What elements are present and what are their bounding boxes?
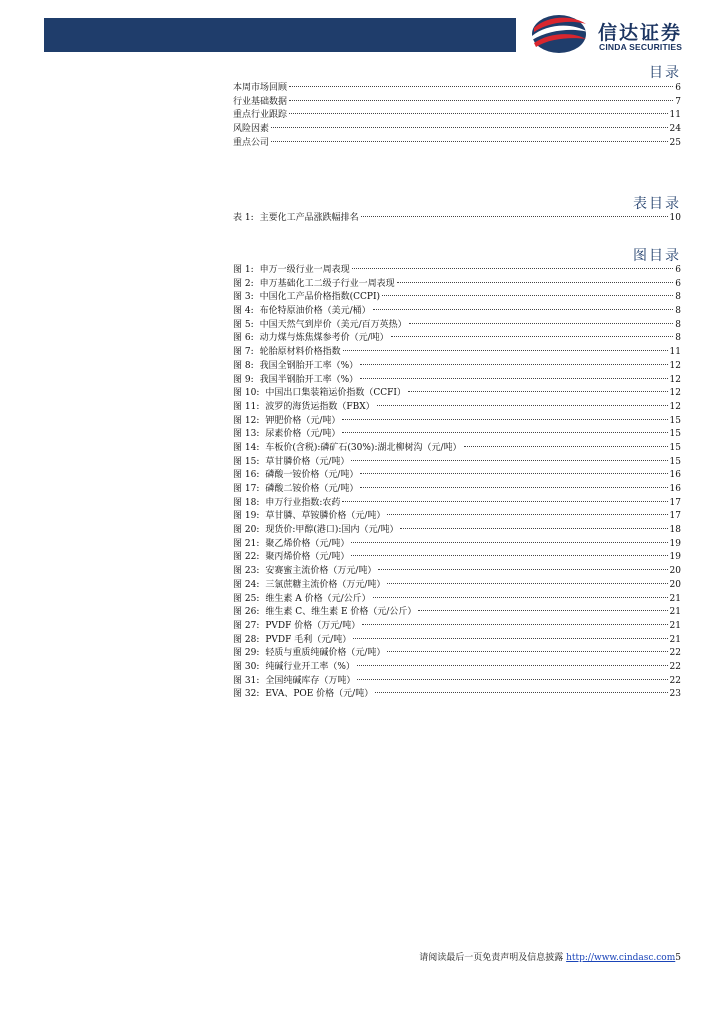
dot-leader: [271, 127, 668, 128]
figure-entry[interactable]: [233, 360, 681, 374]
figure-entry-number: 图 26:: [233, 607, 260, 618]
figure-entry-number: 图 12:: [233, 415, 260, 426]
dot-leader: [464, 446, 668, 447]
figure-entry[interactable]: [233, 483, 681, 497]
figure-entry-page: 22: [669, 675, 681, 686]
dot-leader: [382, 295, 673, 296]
dot-leader: [373, 597, 668, 598]
dot-leader: [387, 651, 667, 652]
contents-entry-page: 11: [669, 110, 681, 121]
dot-leader: [400, 528, 667, 529]
table-entry-number: 表 1:: [233, 213, 254, 223]
contents-entry-label: [233, 109, 287, 123]
figure-entry[interactable]: [233, 305, 681, 319]
figure-entry-label: [233, 675, 355, 689]
figure-entry-number: 图 32:: [233, 689, 260, 700]
dot-leader: [289, 100, 673, 101]
figure-entry-label: [233, 401, 375, 415]
figure-entry[interactable]: [233, 374, 681, 388]
figure-entry-page: 20: [669, 579, 681, 590]
figure-entry[interactable]: [233, 264, 681, 278]
figure-entry-number: 图 25:: [233, 593, 260, 604]
figure-entry[interactable]: [233, 469, 681, 483]
figure-entry-number: 图 28:: [233, 634, 260, 645]
company-logo: [528, 12, 708, 56]
figure-entry-label: [233, 305, 371, 319]
figure-entry-label: [233, 360, 358, 374]
figure-entry-label: [233, 387, 406, 401]
figure-entry-number: 图 21:: [233, 538, 260, 549]
figure-entry-label: [233, 551, 349, 565]
figure-entry-label: [233, 538, 349, 552]
figure-entry-number: 图 8:: [233, 360, 254, 371]
dot-leader: [360, 473, 667, 474]
contents-entry-label: [233, 137, 269, 151]
figure-entry-text: 磷酸一铵价格（元/吨）: [265, 470, 359, 481]
figure-entry-label: [233, 332, 389, 346]
figure-entry-number: 图 5:: [233, 319, 254, 330]
figure-entry-label: [233, 291, 380, 305]
figure-entry-page: 12: [669, 374, 681, 385]
figure-entry-page: 8: [675, 306, 681, 317]
figure-entry-number: 图 22:: [233, 552, 260, 563]
logo-name-cn: 信达证券: [598, 22, 683, 44]
contents-entry-text: 风险因素: [233, 124, 270, 135]
table-entry-text: 主要化工产品涨跌幅排名: [259, 213, 359, 223]
figure-entry-page: 8: [675, 319, 681, 330]
dot-leader: [361, 216, 668, 217]
figure-entry-number: 图 19:: [233, 511, 260, 522]
figure-entry-text: 聚乙烯价格（元/吨）: [265, 538, 350, 549]
figure-entry[interactable]: [233, 387, 681, 401]
figure-entry-page: 17: [669, 511, 681, 522]
figure-entry[interactable]: [233, 593, 681, 607]
figure-entry-number: 图 6:: [233, 333, 254, 344]
figure-entry-number: 图 30:: [233, 661, 260, 672]
figure-entry-number: 图 16:: [233, 470, 260, 481]
figure-entry-label: [233, 579, 385, 593]
dot-leader: [377, 405, 668, 406]
figure-entry-page: 20: [669, 566, 681, 577]
dot-leader: [418, 610, 667, 611]
figure-entry-text: 我国全钢胎开工率（%）: [259, 360, 359, 371]
figure-entry-label: [233, 688, 373, 702]
figure-entry-label: [233, 510, 385, 524]
figure-entry[interactable]: [233, 442, 681, 456]
contents-entry-text: 重点公司: [233, 137, 270, 148]
cinda-logo-icon: [528, 12, 590, 56]
figures-title: 图目录: [633, 248, 681, 264]
figure-entry-text: 布伦特原油价格（美元/桶）: [259, 306, 371, 317]
figure-entry-number: 图 14:: [233, 442, 260, 453]
dot-leader: [351, 460, 667, 461]
tables-list: [233, 212, 681, 226]
figure-entry-number: 图 18:: [233, 497, 260, 508]
figure-entry-page: 16: [669, 484, 681, 494]
figure-entry-number: 图 20:: [233, 525, 260, 536]
table-entry[interactable]: [233, 212, 681, 226]
contents-entry-text: 重点行业跟踪: [233, 110, 288, 121]
figure-entry-label: [233, 497, 340, 511]
dot-leader: [378, 569, 667, 570]
figure-entry-text: 波罗的海货运指数（FBX）: [265, 401, 375, 412]
figure-entry-label: [233, 415, 340, 429]
figure-entry[interactable]: [233, 620, 681, 634]
figure-entry[interactable]: [233, 291, 681, 305]
figure-entry-text: 聚丙烯价格（元/吨）: [265, 552, 350, 563]
page-number: 5: [675, 953, 681, 963]
figure-entry-text: 三氯蔗糖主流价格（万元/吨）: [265, 579, 386, 590]
figure-entry[interactable]: [233, 401, 681, 415]
figure-entry-number: 图 2:: [233, 278, 254, 289]
figure-entry-number: 图 11:: [233, 401, 260, 412]
figure-entry-text: 草甘膦价格（元/吨）: [265, 456, 350, 467]
contents-entry[interactable]: [233, 137, 681, 151]
figure-entry-page: 17: [669, 497, 681, 508]
figure-entry-page: 18: [669, 525, 681, 536]
figure-entry-text: PVDF 价格（万元/吨）: [265, 620, 361, 631]
figure-entry[interactable]: [233, 688, 681, 702]
figure-entry-label: [233, 264, 350, 278]
dot-leader: [360, 364, 667, 365]
table-entry-label: [233, 212, 359, 226]
figure-entry-label: [233, 620, 360, 634]
figure-entry-text: 申万一级行业一周表现: [259, 265, 350, 275]
figure-entry-text: 纯碱行业开工率（%）: [265, 661, 355, 672]
header-bar: [44, 18, 516, 52]
figure-entry-text: 中国化工产品价格指数(CCPI): [259, 292, 381, 303]
figure-entry-text: 申万行业指数:农药: [265, 497, 341, 508]
figure-entry-page: 16: [669, 470, 681, 481]
figure-entry-label: [233, 661, 355, 675]
figure-entry[interactable]: [233, 675, 681, 689]
figure-entry-page: 15: [669, 415, 681, 426]
figure-entry-page: 6: [675, 278, 681, 289]
figure-entry-number: 图 23:: [233, 566, 260, 577]
figure-entry-number: 图 17:: [233, 484, 260, 494]
dot-leader: [375, 692, 667, 693]
figure-entry-text: 申万基础化工二级子行业一周表现: [259, 278, 395, 289]
contents-entry-text: 本周市场回顾: [233, 83, 288, 93]
contents-list: [233, 82, 681, 150]
table-entry-page: 10: [669, 213, 681, 223]
dot-leader: [289, 86, 673, 87]
disclaimer-text: 请阅读最后一页免责声明及信息披露: [419, 953, 564, 963]
figure-entry[interactable]: [233, 661, 681, 675]
contents-entry-text: 行业基础数据: [233, 96, 288, 107]
figure-entry-label: [233, 524, 398, 538]
figure-entry[interactable]: [233, 647, 681, 661]
contents-entry[interactable]: [233, 82, 681, 96]
figure-entry-number: 图 27:: [233, 620, 260, 631]
dot-leader: [391, 336, 674, 337]
figure-entry[interactable]: [233, 524, 681, 538]
figure-entry-text: 动力煤与炼焦煤参考价（元/吨）: [259, 333, 389, 344]
dot-leader: [342, 419, 667, 420]
figure-entry-label: [233, 647, 385, 661]
dot-leader: [343, 350, 668, 351]
figure-entry-text: 钾肥价格（元/吨）: [265, 415, 341, 426]
figure-entry-label: [233, 634, 351, 648]
figure-entry-page: 6: [675, 265, 681, 275]
figure-entry-text: 安赛蜜主流价格（万元/吨）: [265, 566, 377, 577]
contents-entry-page: 6: [675, 83, 681, 93]
dot-leader: [360, 378, 667, 379]
dot-leader: [357, 679, 667, 680]
dot-leader: [342, 432, 667, 433]
dot-leader: [271, 141, 668, 142]
dot-leader: [351, 555, 667, 556]
figure-entry-label: [233, 565, 376, 579]
figure-entry-label: [233, 593, 371, 607]
figure-entry-text: 全国纯碱库存（万吨）: [265, 675, 356, 686]
figure-entry-page: 22: [669, 661, 681, 672]
dot-leader: [351, 542, 667, 543]
figure-entry[interactable]: [233, 346, 681, 360]
figure-entry-page: 19: [669, 538, 681, 549]
figure-entry-page: 15: [669, 442, 681, 453]
figure-entry-text: 现货价:甲醇(港口):国内（元/吨）: [265, 525, 399, 536]
figure-entry[interactable]: [233, 565, 681, 579]
contents-entry[interactable]: [233, 109, 681, 123]
figure-entry-text: 我国半钢胎开工率（%）: [259, 374, 359, 385]
figure-entry-page: 11: [669, 347, 681, 358]
figure-entry-page: 21: [669, 607, 681, 618]
figure-entry-page: 12: [669, 388, 681, 399]
figure-entry-label: [233, 469, 358, 483]
figure-entry-page: 19: [669, 552, 681, 563]
dot-leader: [373, 309, 674, 310]
figure-entry-number: 图 1:: [233, 265, 254, 275]
figure-entry-text: 车板价(含税):磷矿石(30%):湖北柳树沟（元/吨）: [265, 442, 462, 453]
dot-leader: [357, 665, 668, 666]
figure-entry-number: 图 4:: [233, 306, 254, 317]
dot-leader: [387, 583, 667, 584]
figure-entry-page: 12: [669, 360, 681, 371]
figure-entry-label: [233, 428, 340, 442]
contents-entry-label: [233, 123, 269, 137]
tables-title: 表目录: [633, 196, 681, 212]
figure-entry-text: 中国出口集装箱运价指数（CCFI）: [265, 388, 406, 399]
figure-entry-label: [233, 483, 358, 497]
figure-entry[interactable]: [233, 319, 681, 333]
figure-entry[interactable]: [233, 510, 681, 524]
figure-entry[interactable]: [233, 634, 681, 648]
figure-entry-text: 磷酸二铵价格（元/吨）: [265, 484, 359, 494]
figure-entry-number: 图 13:: [233, 429, 260, 440]
figure-entry[interactable]: [233, 579, 681, 593]
figure-entry[interactable]: [233, 415, 681, 429]
contents-entry[interactable]: [233, 123, 681, 137]
figure-entry[interactable]: [233, 278, 681, 292]
figure-entry-number: 图 7:: [233, 347, 254, 358]
website-link[interactable]: http://www.cindasc.com: [566, 953, 676, 963]
figure-entry-text: PVDF 毛利（元/吨）: [265, 634, 352, 645]
figure-entry-page: 12: [669, 401, 681, 412]
figure-entry-page: 8: [675, 292, 681, 303]
figure-entry-text: 草甘膦、草铵膦价格（元/吨）: [265, 511, 386, 522]
dot-leader: [353, 638, 667, 639]
figure-entry[interactable]: [233, 428, 681, 442]
figure-entry-label: [233, 278, 395, 292]
figure-entry-number: 图 15:: [233, 456, 260, 467]
figure-entry[interactable]: [233, 606, 681, 620]
figure-entry-number: 图 24:: [233, 579, 260, 590]
contents-entry-page: 24: [669, 124, 681, 135]
figure-entry[interactable]: [233, 551, 681, 565]
contents-entry-page: 7: [675, 96, 681, 107]
figure-entry[interactable]: [233, 456, 681, 470]
figure-entry-text: 轻质与重质纯碱价格（元/吨）: [265, 648, 386, 659]
figure-entry-number: 图 3:: [233, 292, 254, 303]
figure-entry-label: [233, 606, 416, 620]
figure-entry-label: [233, 346, 341, 360]
figure-entry-page: 21: [669, 634, 681, 645]
logo-name-en: CINDA SECURITIES: [599, 42, 683, 52]
contents-entry-label: [233, 96, 287, 110]
figure-entry-label: [233, 456, 349, 470]
figure-entry-page: 8: [675, 333, 681, 344]
figure-entry-label: [233, 319, 407, 333]
page-footer: [419, 950, 681, 963]
figure-entry-number: 图 10:: [233, 388, 260, 399]
figure-entry[interactable]: [233, 538, 681, 552]
dot-leader: [409, 323, 674, 324]
figure-entry-page: 15: [669, 456, 681, 467]
dot-leader: [289, 113, 668, 114]
figure-entry-text: EVA、POE 价格（元/吨）: [265, 689, 374, 700]
dot-leader: [342, 501, 667, 502]
figure-entry-page: 22: [669, 648, 681, 659]
figure-entry-label: [233, 442, 462, 456]
figure-entry-text: 中国天然气到岸价（美元/百万英热）: [259, 319, 407, 330]
figure-entry-page: 21: [669, 593, 681, 604]
dot-leader: [362, 624, 667, 625]
figure-entry-number: 图 29:: [233, 648, 260, 659]
figure-entry-text: 维生素 C、维生素 E 价格（元/公斤）: [265, 607, 417, 618]
figure-entry-page: 21: [669, 620, 681, 631]
figure-entry-label: [233, 374, 358, 388]
figures-list: [233, 264, 681, 702]
dot-leader: [352, 268, 674, 269]
figure-entry[interactable]: [233, 332, 681, 346]
figure-entry-page: 23: [669, 689, 681, 700]
figure-entry-text: 轮胎原材料价格指数: [259, 347, 341, 358]
contents-entry-page: 25: [669, 137, 681, 148]
contents-entry[interactable]: [233, 96, 681, 110]
contents-entry-label: [233, 82, 287, 96]
contents-title: 目录: [649, 65, 681, 81]
dot-leader: [387, 514, 667, 515]
figure-entry-number: 图 9:: [233, 374, 254, 385]
figure-entry[interactable]: [233, 497, 681, 511]
figure-entry-page: 15: [669, 429, 681, 440]
dot-leader: [397, 282, 674, 283]
figure-entry-text: 维生素 A 价格（元/公斤）: [265, 593, 371, 604]
dot-leader: [360, 487, 667, 488]
dot-leader: [408, 391, 668, 392]
figure-entry-text: 尿素价格（元/吨）: [265, 429, 341, 440]
figure-entry-number: 图 31:: [233, 675, 260, 686]
